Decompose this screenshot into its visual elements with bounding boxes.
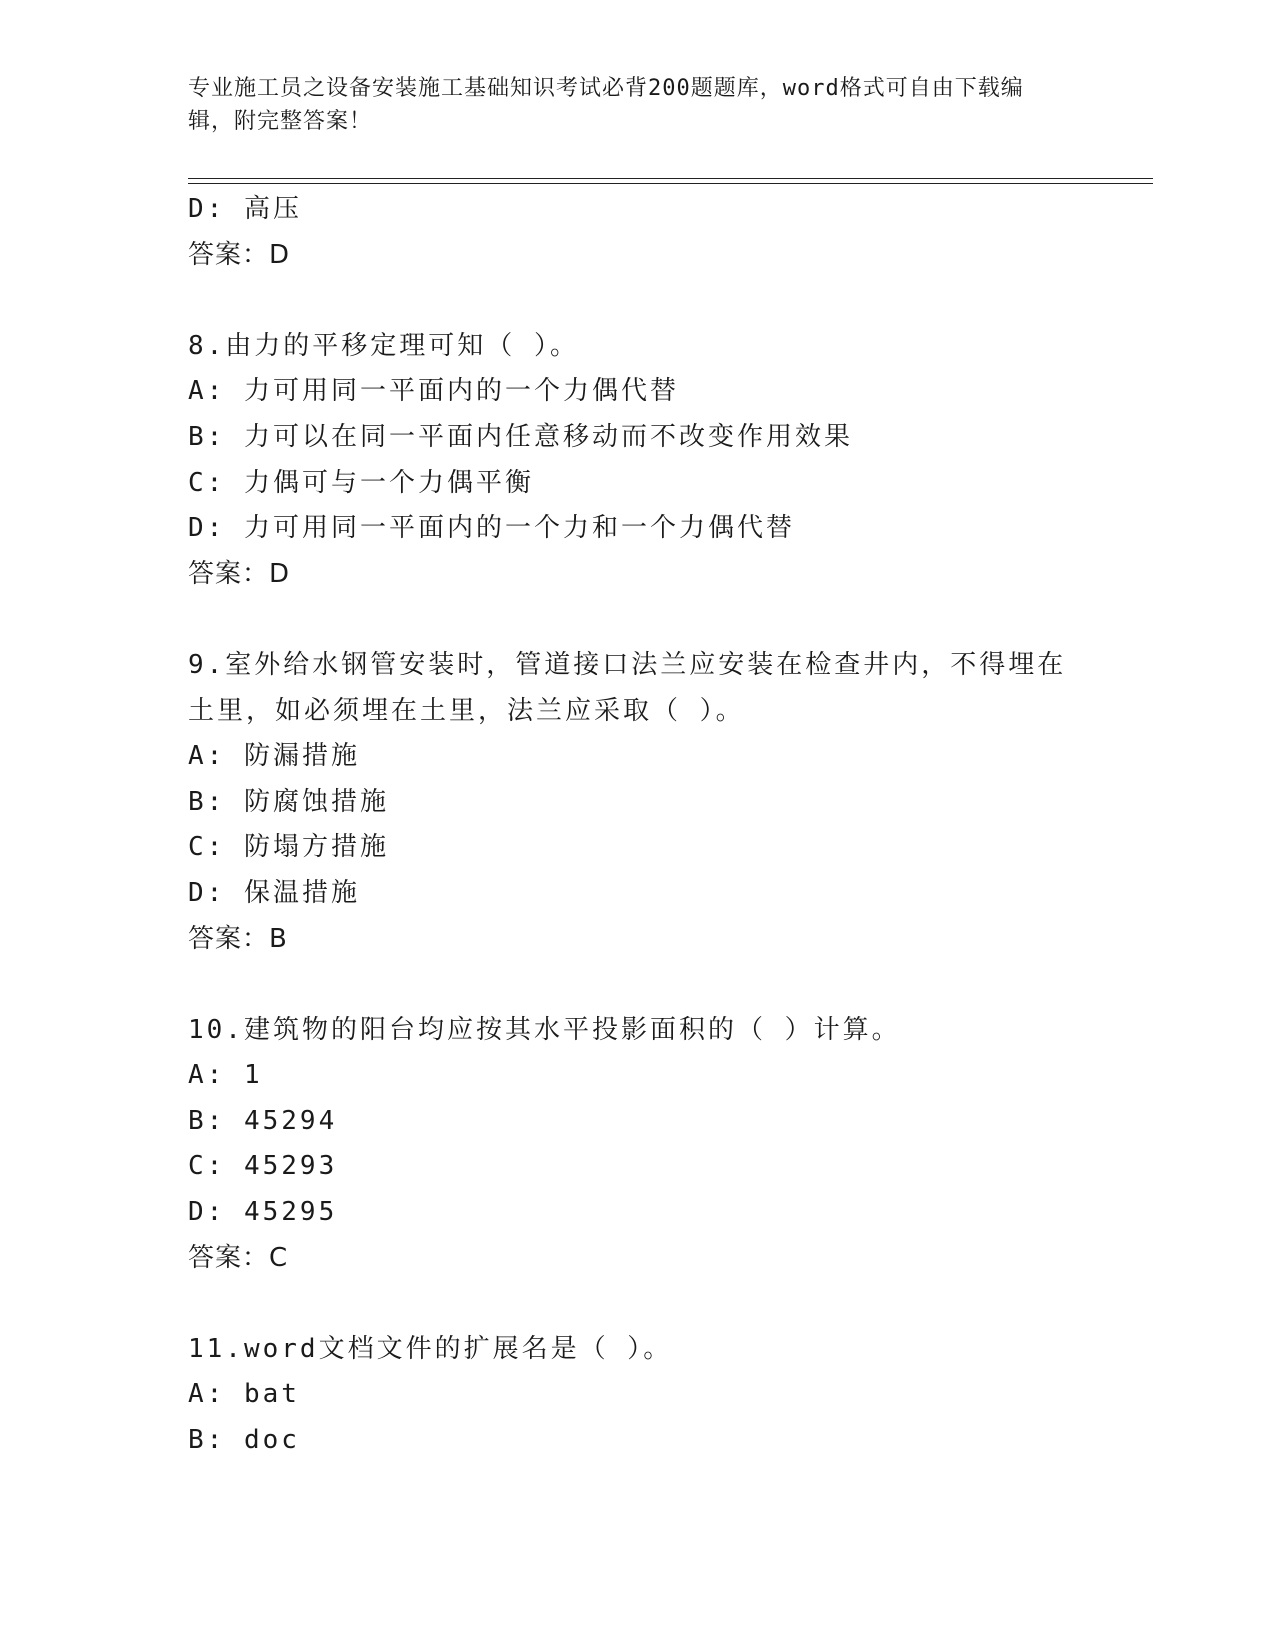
answer: 答案：D bbox=[188, 558, 291, 589]
answer: 答案：C bbox=[188, 1242, 289, 1273]
option-b: B: 防腐蚀措施 bbox=[188, 786, 389, 817]
question-stem: 8.由力的平移定理可知（ ）。 bbox=[188, 330, 579, 361]
option-a: A: 力可用同一平面内的一个力偶代替 bbox=[188, 376, 679, 407]
header-double-rule bbox=[188, 178, 1153, 184]
question-list bbox=[188, 187, 1153, 1464]
page-header-title: 专业施工员之设备安装施工基础知识考试必背200题题库，word格式可自由下载编辑，附完整答案！ bbox=[188, 76, 1024, 134]
option-d: D: 45295 bbox=[188, 1197, 338, 1228]
option-b: B: 45294 bbox=[188, 1105, 338, 1136]
option-d: D: 力可用同一平面内的一个力和一个力偶代替 bbox=[188, 513, 795, 544]
answer: 答案：B bbox=[188, 923, 288, 954]
question-10 bbox=[188, 1008, 1153, 1282]
question-stem: 10.建筑物的阳台均应按其水平投影面积的（ ）计算。 bbox=[188, 1014, 901, 1045]
option-b: B: 力可以在同一平面内任意移动而不改变作用效果 bbox=[188, 421, 853, 452]
question-8 bbox=[188, 324, 1153, 598]
spacer bbox=[188, 1281, 1153, 1327]
option-c: C: 防塌方措施 bbox=[188, 832, 389, 863]
question-stem: 9.室外给水钢管安装时，管道接口法兰应安装在检查井内，不得埋在土里，如必须埋在土里，法兰应采取（ ）。 bbox=[188, 649, 1067, 726]
spacer bbox=[188, 278, 1153, 324]
prev-question-answer: 答案：D bbox=[188, 239, 291, 270]
question-11 bbox=[188, 1327, 1153, 1464]
question-9 bbox=[188, 643, 1153, 962]
option-a: A: 1 bbox=[188, 1060, 263, 1091]
option-b: B: doc bbox=[188, 1425, 300, 1456]
option-a: A: bat bbox=[188, 1379, 300, 1410]
prev-question-option-d: D: 高压 bbox=[188, 194, 302, 224]
option-c: C: 力偶可与一个力偶平衡 bbox=[188, 467, 534, 498]
option-a: A: 防漏措施 bbox=[188, 741, 360, 772]
option-d: D: 保温措施 bbox=[188, 877, 360, 908]
question-stem: 11.word文档文件的扩展名是（ ）。 bbox=[188, 1333, 673, 1364]
option-c: C: 45293 bbox=[188, 1151, 338, 1182]
spacer bbox=[188, 597, 1153, 643]
spacer bbox=[188, 962, 1153, 1008]
